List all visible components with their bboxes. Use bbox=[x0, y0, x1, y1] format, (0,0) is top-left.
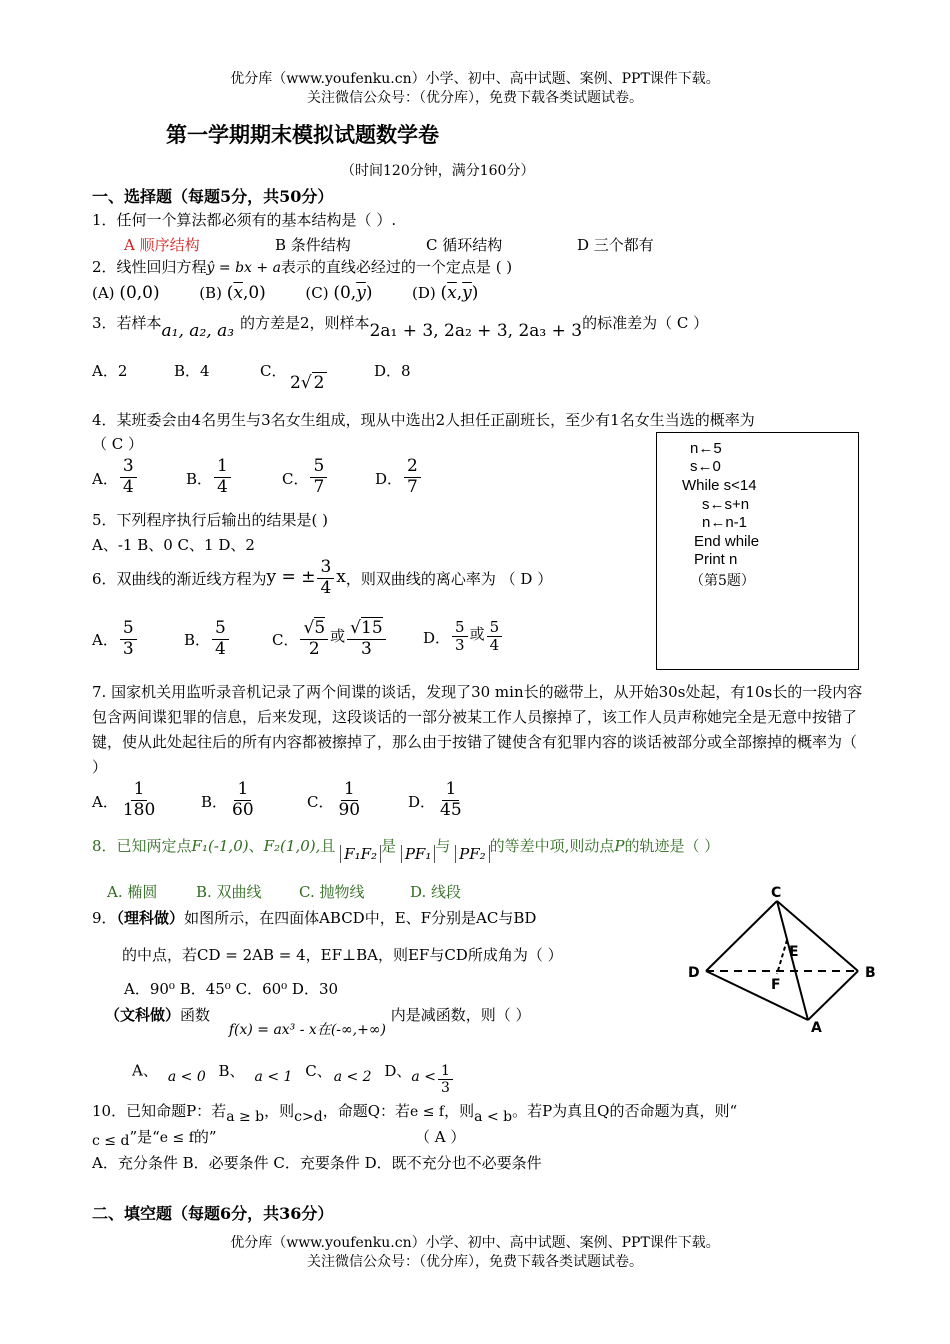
question-9 bbox=[92, 907, 536, 928]
q3-post: 的标准差为（ C ） bbox=[582, 314, 709, 332]
q1-option-c: C 循环结构 bbox=[426, 236, 503, 254]
question-8 bbox=[92, 835, 720, 863]
q9-arts-d-num: 1 bbox=[438, 1063, 453, 1080]
q6-d-num1: 5 bbox=[452, 619, 468, 637]
q1-option-d: D 三个都有 bbox=[577, 236, 654, 254]
q8-post: 的等差中项,则动点 bbox=[489, 837, 615, 855]
q9-arts-eq: f(x) = ax³ - x在(-∞,+∞) bbox=[228, 1022, 386, 1038]
q6-eq-post: x bbox=[336, 567, 346, 588]
q7-option-a: A． $\frac{1}{180}$ bbox=[92, 780, 160, 820]
q8-pre: 8．已知两定点 bbox=[92, 837, 192, 855]
q6-c-den1: 2 bbox=[308, 638, 320, 659]
q6-a-num: 5 bbox=[120, 619, 137, 640]
program-code-box bbox=[656, 432, 859, 670]
q2-d-x: $\overline{x}$ bbox=[447, 283, 457, 303]
label-a: A bbox=[811, 1020, 822, 1036]
q6-c-num1: 5 bbox=[314, 618, 326, 638]
code-line-2: s←0 bbox=[690, 458, 721, 475]
q10-cond4: a < b bbox=[474, 1109, 513, 1125]
edge-cd bbox=[706, 901, 777, 971]
q7-a-num: 1 bbox=[131, 780, 148, 801]
code-line-5: n←n-1 bbox=[702, 514, 748, 531]
q9-arts bbox=[105, 1004, 531, 1038]
footer-line-2: 关注微信公众号：（优分库），免费下载各类试题试卷。 bbox=[307, 1254, 643, 1270]
q4-b-den: 4 bbox=[217, 476, 228, 497]
q3-option-d: D．8 bbox=[374, 362, 411, 380]
q6-eq-pre: y = ± bbox=[266, 567, 316, 588]
q6-pre: 6．双曲线的渐近线方程为 bbox=[92, 570, 267, 589]
q9-arts-label: （文科做） bbox=[105, 1006, 181, 1024]
q3-pre: 3．若样本 bbox=[92, 314, 162, 332]
q9-arts-post: 内是减函数，则（ ） bbox=[390, 1006, 531, 1024]
q8-option-a: A. 椭圆 bbox=[107, 883, 158, 901]
q4-d-num: 2 bbox=[404, 457, 421, 478]
q8-abs-pf2: PF₂ bbox=[455, 845, 490, 863]
q2-a-value: (0,0) bbox=[119, 283, 160, 303]
q4-option-a: A． $\frac{3}{4}$ bbox=[92, 457, 139, 497]
q9-arts-pre: 函数 bbox=[180, 1006, 211, 1024]
edge-ba bbox=[808, 971, 858, 1020]
q4-option-c: C． $\frac{5}{7}$ bbox=[282, 457, 329, 497]
q10-m1: ，则 bbox=[264, 1102, 295, 1120]
q3-option-a: A．2 bbox=[92, 362, 128, 380]
q6-c-or: 或 bbox=[330, 627, 346, 646]
q9-arts-a: a < 0 bbox=[167, 1068, 206, 1085]
q7-a-den: 180 bbox=[122, 799, 156, 820]
question-3 bbox=[92, 312, 709, 341]
code-line-7: Print n bbox=[694, 551, 738, 568]
q9-line2: 的中点，若CD = 2AB = 4，EF⊥BA，则EF与CD所成角为（ ） bbox=[122, 946, 563, 964]
q2-equation: ŷ = bx + a bbox=[206, 260, 281, 276]
q2-c-tail: ) bbox=[365, 283, 373, 303]
q4-answer: （ C ） bbox=[92, 435, 144, 453]
q2-b-x: $\overline{x}$ bbox=[233, 283, 243, 303]
q8-option-b: B. 双曲线 bbox=[196, 883, 262, 901]
q3-samples2: 2a₁ + 3, 2a₂ + 3, 2a₃ + 3 bbox=[369, 321, 583, 341]
section-heading-fill: 二、填空题（每题6分，共36分） bbox=[92, 1204, 334, 1223]
q6-d-den2: 4 bbox=[489, 636, 500, 655]
page-title: 第一学期期末模拟试题数学卷 bbox=[166, 122, 439, 147]
q6-eq-num: 3 bbox=[317, 558, 334, 579]
q3-option-c-value: 2√ 2 bbox=[290, 373, 325, 393]
q8-sep: 、 bbox=[248, 837, 264, 855]
question-2 bbox=[92, 256, 512, 277]
q2-d-label: (D) bbox=[412, 284, 436, 302]
q2-c-label: (C) bbox=[305, 284, 329, 302]
q8-f1: F₁(-1,0) bbox=[191, 837, 249, 855]
q9-science-label: （理科做） bbox=[116, 909, 185, 927]
question-10 bbox=[92, 1100, 738, 1125]
q7-b-num: 1 bbox=[234, 780, 251, 801]
q6-option-c: C． $\frac{√5}{2}$ 或 $\frac{√15}{3}$ bbox=[272, 619, 388, 659]
q5-options: A、-1 B、0 C、1 D、2 bbox=[92, 536, 255, 554]
q4-c-num: 5 bbox=[310, 457, 327, 478]
q8-abs-f1f2: F₁F₂ bbox=[340, 845, 381, 863]
q8-end: 的轨迹是（ ） bbox=[624, 837, 720, 855]
q6-d-num2: 5 bbox=[487, 619, 503, 637]
q9-options: A．90⁰ B．45⁰ C．60⁰ D．30 bbox=[124, 980, 339, 998]
label-e: E bbox=[789, 944, 799, 960]
edge-cb bbox=[777, 901, 858, 971]
q2-b-tail: ,0) bbox=[242, 283, 266, 303]
q6-c-num2: 15 bbox=[361, 618, 383, 638]
edge-da bbox=[706, 971, 808, 1020]
code-line-6: End while bbox=[694, 533, 760, 550]
q10-m3: ，则 bbox=[444, 1102, 475, 1120]
q6-eq-den: 4 bbox=[320, 577, 332, 598]
q1-option-a: A 顺序结构 bbox=[124, 236, 200, 254]
q4-d-den: 7 bbox=[407, 476, 418, 497]
q9-num: 9． bbox=[92, 909, 117, 927]
question-6 bbox=[92, 558, 552, 598]
footer-line-1: 优分库（www.youfenku.cn）小学、初中、高中试题、案例、PPT课件下载。 bbox=[230, 1235, 720, 1251]
segment-ef bbox=[777, 940, 787, 974]
q4-option-b: B． $\frac{1}{4}$ bbox=[186, 457, 233, 497]
q8-option-d: D. 线段 bbox=[410, 883, 462, 901]
q2-options: (A) (0,0) (B) $(\overline{x},0)$ (C) $(0,\overline{y})$ (D) $(\overline{x},\overline{y})$ bbox=[92, 283, 479, 303]
question-7: 7. 国家机关用监听录音机记录了两个间谍的谈话，发现了30 min长的磁带上，从开始30s处起，有10s长的一段内容包含两间谍犯罪的信息，后来发现，这段谈话的一部分被某工作人员擦掉了，该工作人员声称她完全是无意中按错了键，使从此处起往后的所有内容都被擦掉了，那么由于按错了键使含有犯罪内容的谈话被部分或全部擦掉的概率为（ ） bbox=[92, 683, 863, 776]
q4-a-den: 4 bbox=[122, 476, 134, 497]
code-line-1: n←5 bbox=[690, 440, 722, 457]
q6-post: ，则双曲线的离心率为 （ D ） bbox=[345, 570, 553, 589]
q4-b-num: 1 bbox=[214, 457, 231, 478]
q10-line1: 10．已知命题P：若 bbox=[92, 1102, 227, 1120]
q6-option-a: A． $\frac{5}{3}$ bbox=[92, 619, 139, 659]
question-1: 1．任何一个算法都必须有的基本结构是（ ）. bbox=[92, 211, 397, 229]
q6-d-den1: 3 bbox=[455, 636, 465, 655]
code-line-3: While s<14 bbox=[682, 477, 757, 494]
q10-line2-end: 的” bbox=[193, 1128, 217, 1146]
code-line-4: s←s+n bbox=[702, 496, 750, 513]
q7-option-c: C． $\frac{1}{90}$ bbox=[307, 780, 365, 820]
q4-option-d: D． $\frac{2}{7}$ bbox=[375, 457, 423, 497]
q8-shi: 是 bbox=[381, 837, 397, 855]
header-line-2: 关注微信公众号：（优分库），免费下载各类试题试卷。 bbox=[307, 90, 643, 106]
q2-pre: 2．线性回归方程 bbox=[92, 258, 207, 276]
section-heading-choice: 一、选择题（每题5分，共50分） bbox=[92, 187, 334, 206]
q10-cond2: c>d bbox=[294, 1109, 323, 1125]
label-f: F bbox=[771, 977, 781, 993]
q6-c-den2: 3 bbox=[361, 638, 372, 659]
q6-a-den: 3 bbox=[122, 638, 134, 659]
q8-qie: 且 bbox=[320, 837, 336, 855]
q3-samples: a₁, a₂, a₃ bbox=[161, 321, 235, 341]
q10-options: A．充分条件 B．必要条件 C．充要条件 D．既不充分也不必要条件 bbox=[92, 1154, 542, 1172]
q3-option-c-label: C． bbox=[260, 362, 287, 380]
q7-d-num: 1 bbox=[442, 780, 459, 801]
q2-post: 表示的直线必经过的一个定点是 ( ) bbox=[280, 258, 513, 276]
q3-c-coef: 2 bbox=[290, 373, 301, 393]
q10-line2-mid: ”是“ bbox=[129, 1128, 160, 1146]
label-d: D bbox=[688, 965, 700, 981]
q9-arts-b: a < 1 bbox=[254, 1068, 293, 1085]
q9-arts-d-pre: a < bbox=[411, 1068, 436, 1085]
q10-cond3: e ≤ f bbox=[410, 1104, 445, 1120]
q6-option-b: B． $\frac{5}{4}$ bbox=[184, 619, 231, 659]
q6-d-or: 或 bbox=[469, 624, 485, 643]
q10-cond1: a ≥ b bbox=[226, 1109, 265, 1125]
q2-a-label: (A) bbox=[92, 284, 115, 302]
q10-line2 bbox=[92, 1126, 217, 1147]
q9-line1: 如图所示，在四面体ABCD中，E、F分别是AC与BD bbox=[184, 909, 537, 927]
q8-option-c: C. 抛物线 bbox=[299, 883, 365, 901]
q10-answer: （ A ） bbox=[415, 1128, 466, 1146]
question-4: 4．某班委会由4名男生与3名女生组成，现从中选出2人担任正副班长，至少有1名女生当选的概率为 bbox=[92, 411, 755, 429]
q10-line2-cond2: e ≤ f bbox=[159, 1130, 194, 1146]
header-line-1: 优分库（www.youfenku.cn）小学、初中、高中试题、案例、PPT课件下载。 bbox=[230, 71, 720, 87]
q3-option-b: B．4 bbox=[174, 362, 210, 380]
q10-line2-cond: c ≤ d bbox=[92, 1133, 130, 1149]
q6-b-den: 4 bbox=[215, 638, 226, 659]
q7-b-den: 60 bbox=[232, 799, 254, 820]
q7-option-d: D． $\frac{1}{45}$ bbox=[408, 780, 467, 820]
q9-arts-d-den: 3 bbox=[440, 1080, 450, 1097]
q2-c-y: $\overline{y}$ bbox=[356, 283, 366, 303]
q7-option-b: B． $\frac{1}{60}$ bbox=[201, 780, 259, 820]
q7-c-num: 1 bbox=[341, 780, 358, 801]
q9-arts-options: A、 a < 0 B、 a < 1 C、 a < 2 D、a < $\frac{1}{3}$ bbox=[132, 1055, 455, 1088]
q7-d-den: 45 bbox=[440, 799, 462, 820]
q2-b-label: (B) bbox=[199, 284, 222, 302]
q10-m4: 。若P为真且Q的否命题为真，则“ bbox=[512, 1102, 738, 1120]
page-subtitle: （时间120分钟，满分160分） bbox=[341, 163, 535, 179]
q2-c-head: (0, bbox=[333, 283, 357, 303]
q10-m2: ，命题Q：若 bbox=[322, 1102, 411, 1120]
q7-c-den: 90 bbox=[338, 799, 361, 820]
q8-yu: 与 bbox=[435, 837, 451, 855]
q8-p: P bbox=[614, 837, 625, 855]
q6-b-num: 5 bbox=[212, 619, 229, 640]
q9-arts-c: a < 2 bbox=[333, 1068, 372, 1085]
q8-abs-pf1: PF₁ bbox=[401, 845, 436, 863]
question-5: 5．下列程序执行后输出的结果是( ) bbox=[92, 511, 329, 529]
q2-d-y: $\overline{y}$ bbox=[462, 283, 472, 303]
q8-f2: F₂(1,0), bbox=[263, 837, 321, 855]
tetrahedron-figure bbox=[680, 882, 885, 1037]
q3-c-radicand: 2 bbox=[313, 373, 325, 393]
q4-c-den: 7 bbox=[313, 476, 325, 497]
q3-mid: 的方差是2，则样本 bbox=[240, 314, 370, 332]
code-caption: （第5题） bbox=[690, 573, 755, 589]
label-b: B bbox=[865, 965, 876, 981]
q1-option-b: B 条件结构 bbox=[275, 236, 351, 254]
q4-a-num: 3 bbox=[120, 457, 137, 478]
label-c: C bbox=[771, 885, 782, 901]
q6-option-d: D． $\frac{5}{3}$ 或 $\frac{5}{4}$ bbox=[423, 619, 504, 655]
